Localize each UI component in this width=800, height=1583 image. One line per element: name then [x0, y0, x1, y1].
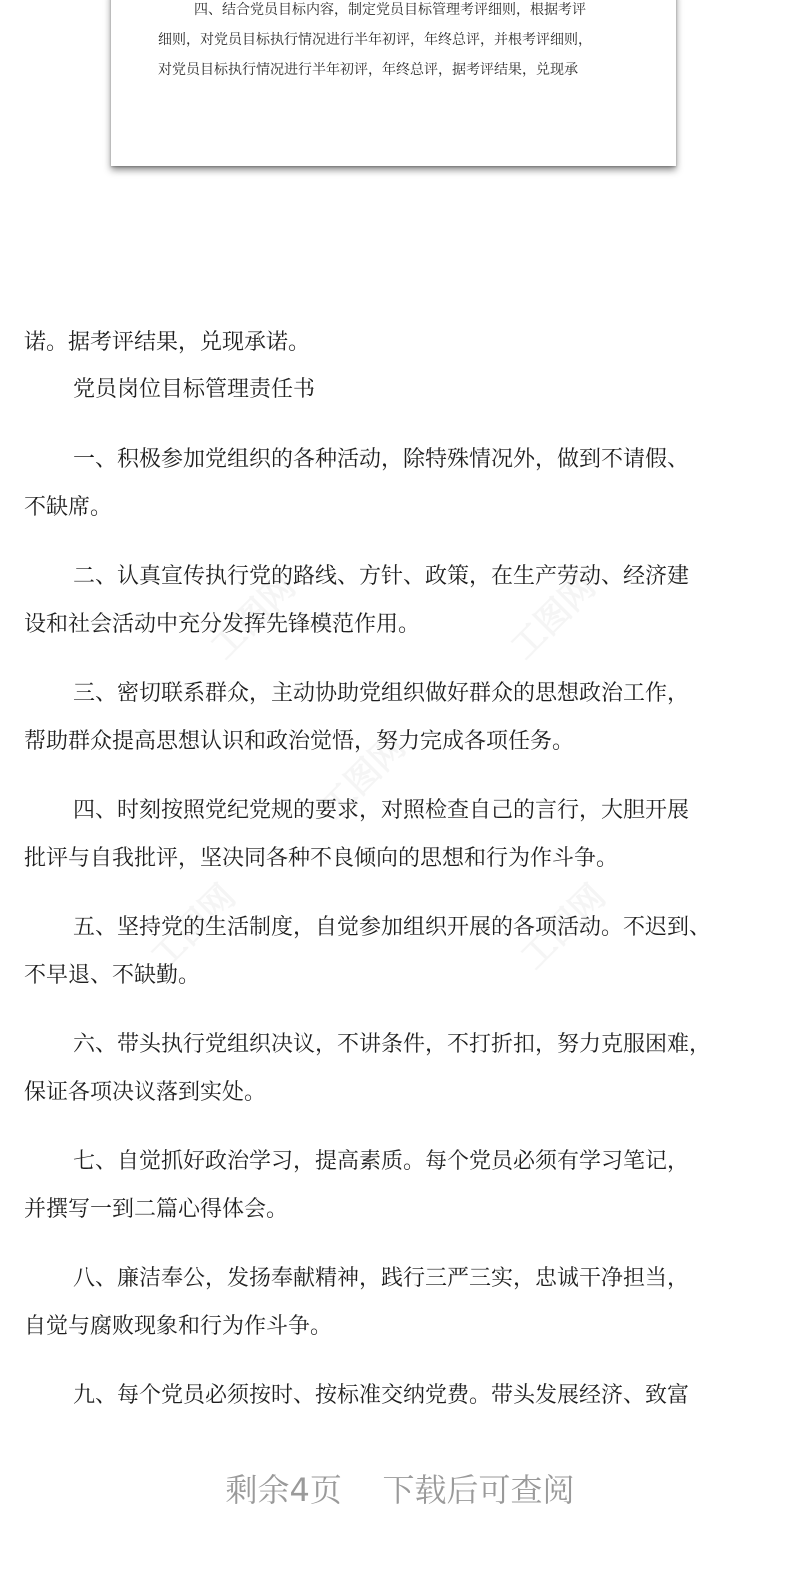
- continuation-text: 诺。据考评结果，兑现承诺。: [24, 330, 311, 355]
- item-1-line-2: 不缺席。: [24, 495, 113, 520]
- page-preview-card: [111, 0, 676, 166]
- item-6-line-2: 保证各项决议落到实处。: [24, 1080, 267, 1105]
- item-8-line-2: 自觉与腐败现象和行为作斗争。: [24, 1314, 333, 1339]
- remaining-pages-label: 剩余4页: [225, 1471, 342, 1509]
- item-6-line-1: 六、带头执行党组织决议，不讲条件，不打折扣，努力克服困难，: [73, 1032, 712, 1057]
- preview-line: 细则，对党员目标执行情况进行半年初评，年终总评，并根考评细则，: [158, 32, 592, 48]
- preview-line: 对党员目标执行情况进行半年初评，年终总评，据考评结果，兑现承: [158, 62, 578, 78]
- item-7-line-1: 七、自觉抓好政治学习，提高素质。每个党员必须有学习笔记，: [73, 1149, 690, 1174]
- item-8-line-1: 八、廉洁奉公，发扬奉献精神，践行三严三实，忠诚干净担当，: [73, 1266, 690, 1291]
- item-2-line-2: 设和社会活动中充分发挥先锋模范作用。: [24, 612, 421, 637]
- item-5-line-1: 五、坚持党的生活制度，自觉参加组织开展的各项活动。不迟到、: [73, 915, 712, 940]
- item-9-line-1: 九、每个党员必须按时、按标准交纳党费。带头发展经济、致富: [73, 1383, 690, 1408]
- watermark-logo: 工图网: [203, 566, 304, 668]
- watermark-logo: 工图网: [313, 726, 414, 828]
- watermark-logo: 工图网: [513, 876, 614, 978]
- watermark-logo: 工图网: [503, 566, 604, 668]
- item-3-line-2: 帮助群众提高思想认识和政治觉悟，努力完成各项任务。: [24, 729, 575, 754]
- download-action-label: 下载后可查阅: [382, 1471, 575, 1509]
- document-title: 党员岗位目标管理责任书: [73, 377, 316, 402]
- item-1-line-1: 一、积极参加党组织的各种活动，除特殊情况外，做到不请假、: [73, 447, 690, 472]
- watermark-logo: 工图网: [143, 876, 244, 978]
- download-to-read-banner[interactable]: [0, 1470, 800, 1510]
- item-5-line-2: 不早退、不缺勤。: [24, 963, 201, 988]
- item-4-line-2: 批评与自我批评，坚决同各种不良倾向的思想和行为作斗争。: [24, 846, 619, 871]
- preview-line: 四、结合党员目标内容，制定党员目标管理考评细则，根据考评: [194, 2, 586, 18]
- item-2-line-1: 二、认真宣传执行党的路线、方针、政策，在生产劳动、经济建: [73, 564, 690, 589]
- item-7-line-2: 并撰写一到二篇心得体会。: [24, 1197, 289, 1222]
- item-4-line-1: 四、时刻按照党纪党规的要求，对照检查自己的言行，大胆开展: [73, 798, 690, 823]
- item-3-line-1: 三、密切联系群众，主动协助党组织做好群众的思想政治工作，: [73, 681, 690, 706]
